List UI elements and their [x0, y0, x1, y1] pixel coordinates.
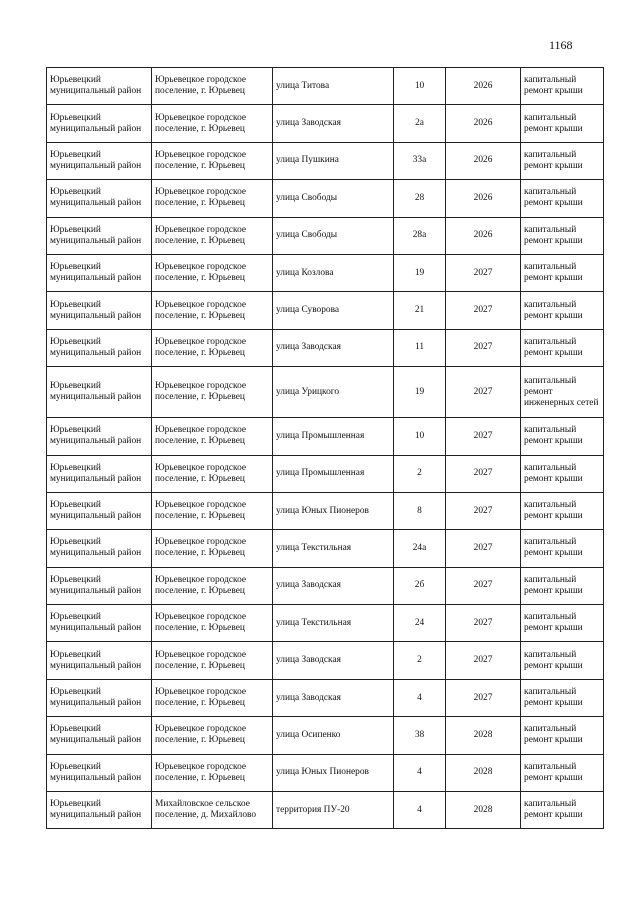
house-number-cell: 24а	[394, 530, 446, 567]
house-number-cell: 2а	[394, 105, 446, 142]
house-number-cell: 4	[394, 792, 446, 829]
work-type-cell: капитальный ремонт крыши	[521, 642, 604, 679]
district-cell: Юрьевецкий муниципальный район	[47, 605, 152, 642]
district-cell: Юрьевецкий муниципальный район	[47, 717, 152, 754]
district-cell: Юрьевецкий муниципальный район	[47, 254, 152, 291]
house-number-cell: 2б	[394, 567, 446, 604]
settlement-cell: Юрьевецкое городское поселение, г. Юрьевец	[152, 142, 273, 179]
house-number-cell: 10	[394, 68, 446, 105]
house-number-cell: 28а	[394, 217, 446, 254]
year-cell: 2027	[446, 254, 521, 291]
district-cell: Юрьевецкий муниципальный район	[47, 105, 152, 142]
settlement-cell: Михайловское сельское поселение, д. Михайлово	[152, 792, 273, 829]
table-row	[47, 679, 604, 716]
district-cell: Юрьевецкий муниципальный район	[47, 679, 152, 716]
work-type-cell: капитальный ремонт крыши	[521, 142, 604, 179]
district-cell: Юрьевецкий муниципальный район	[47, 292, 152, 329]
district-cell: Юрьевецкий муниципальный район	[47, 492, 152, 529]
settlement-cell: Юрьевецкое городское поселение, г. Юрьевец	[152, 292, 273, 329]
district-cell: Юрьевецкий муниципальный район	[47, 418, 152, 455]
table-row	[47, 329, 604, 366]
street-cell: улица Юных Пионеров	[273, 492, 394, 529]
house-number-cell: 38	[394, 717, 446, 754]
street-cell: улица Свободы	[273, 217, 394, 254]
table-row	[47, 530, 604, 567]
year-cell: 2027	[446, 605, 521, 642]
house-number-cell: 2	[394, 642, 446, 679]
street-cell: улица Юных Пионеров	[273, 754, 394, 791]
street-cell: улица Промышленная	[273, 418, 394, 455]
table-row	[47, 367, 604, 418]
settlement-cell: Юрьевецкое городское поселение, г. Юрьевец	[152, 180, 273, 217]
street-cell: улица Титова	[273, 68, 394, 105]
table-row	[47, 642, 604, 679]
work-type-cell: капитальный ремонт крыши	[521, 68, 604, 105]
table-row	[47, 717, 604, 754]
street-cell: улица Заводская	[273, 329, 394, 366]
year-cell: 2026	[446, 217, 521, 254]
district-cell: Юрьевецкий муниципальный район	[47, 530, 152, 567]
work-type-cell: капитальный ремонт крыши	[521, 217, 604, 254]
work-type-cell: капитальный ремонт крыши	[521, 605, 604, 642]
year-cell: 2026	[446, 142, 521, 179]
settlement-cell: Юрьевецкое городское поселение, г. Юрьевец	[152, 367, 273, 418]
year-cell: 2027	[446, 329, 521, 366]
settlement-cell: Юрьевецкое городское поселение, г. Юрьевец	[152, 455, 273, 492]
street-cell: улица Пушкина	[273, 142, 394, 179]
street-cell: улица Свободы	[273, 180, 394, 217]
settlement-cell: Юрьевецкое городское поселение, г. Юрьевец	[152, 754, 273, 791]
house-number-cell: 24	[394, 605, 446, 642]
street-cell: улица Текстильная	[273, 530, 394, 567]
street-cell: улица Текстильная	[273, 605, 394, 642]
house-number-cell: 11	[394, 329, 446, 366]
work-type-cell: капитальный ремонт крыши	[521, 418, 604, 455]
settlement-cell: Юрьевецкое городское поселение, г. Юрьевец	[152, 717, 273, 754]
work-type-cell: капитальный ремонт крыши	[521, 754, 604, 791]
street-cell: территория ПУ-20	[273, 792, 394, 829]
work-type-cell: капитальный ремонт крыши	[521, 254, 604, 291]
district-cell: Юрьевецкий муниципальный район	[47, 455, 152, 492]
work-type-cell: капитальный ремонт крыши	[521, 792, 604, 829]
year-cell: 2028	[446, 792, 521, 829]
year-cell: 2028	[446, 754, 521, 791]
district-cell: Юрьевецкий муниципальный район	[47, 68, 152, 105]
settlement-cell: Юрьевецкое городское поселение, г. Юрьевец	[152, 642, 273, 679]
settlement-cell: Юрьевецкое городское поселение, г. Юрьевец	[152, 105, 273, 142]
year-cell: 2026	[446, 180, 521, 217]
street-cell: улица Заводская	[273, 567, 394, 604]
district-cell: Юрьевецкий муниципальный район	[47, 367, 152, 418]
table-row	[47, 754, 604, 791]
table-row	[47, 142, 604, 179]
settlement-cell: Юрьевецкое городское поселение, г. Юрьевец	[152, 418, 273, 455]
work-type-cell: капитальный ремонт крыши	[521, 329, 604, 366]
district-cell: Юрьевецкий муниципальный район	[47, 217, 152, 254]
year-cell: 2027	[446, 567, 521, 604]
work-type-cell: капитальный ремонт инженерных сетей	[521, 367, 604, 418]
house-number-cell: 2	[394, 455, 446, 492]
house-number-cell: 33а	[394, 142, 446, 179]
year-cell: 2027	[446, 418, 521, 455]
year-cell: 2028	[446, 717, 521, 754]
street-cell: улица Суворова	[273, 292, 394, 329]
table-row	[47, 292, 604, 329]
district-cell: Юрьевецкий муниципальный район	[47, 642, 152, 679]
table-row	[47, 254, 604, 291]
settlement-cell: Юрьевецкое городское поселение, г. Юрьевец	[152, 679, 273, 716]
street-cell: улица Козлова	[273, 254, 394, 291]
work-type-cell: капитальный ремонт крыши	[521, 180, 604, 217]
page-number: 1168	[549, 38, 573, 52]
settlement-cell: Юрьевецкое городское поселение, г. Юрьевец	[152, 68, 273, 105]
street-cell: улица Заводская	[273, 105, 394, 142]
table-row	[47, 492, 604, 529]
street-cell: улица Заводская	[273, 679, 394, 716]
settlement-cell: Юрьевецкое городское поселение, г. Юрьевец	[152, 254, 273, 291]
house-number-cell: 4	[394, 679, 446, 716]
street-cell: улица Промышленная	[273, 455, 394, 492]
house-number-cell: 19	[394, 254, 446, 291]
district-cell: Юрьевецкий муниципальный район	[47, 567, 152, 604]
street-cell: улица Заводская	[273, 642, 394, 679]
settlement-cell: Юрьевецкое городское поселение, г. Юрьевец	[152, 567, 273, 604]
year-cell: 2027	[446, 367, 521, 418]
work-type-cell: капитальный ремонт крыши	[521, 455, 604, 492]
house-number-cell: 28	[394, 180, 446, 217]
work-type-cell: капитальный ремонт крыши	[521, 292, 604, 329]
street-cell: улица Осипенко	[273, 717, 394, 754]
street-cell: улица Урицкого	[273, 367, 394, 418]
district-cell: Юрьевецкий муниципальный район	[47, 329, 152, 366]
year-cell: 2026	[446, 68, 521, 105]
work-type-cell: капитальный ремонт крыши	[521, 530, 604, 567]
table-row	[47, 455, 604, 492]
work-type-cell: капитальный ремонт крыши	[521, 492, 604, 529]
table-row	[47, 792, 604, 829]
table-body	[47, 68, 604, 829]
settlement-cell: Юрьевецкое городское поселение, г. Юрьевец	[152, 492, 273, 529]
house-number-cell: 10	[394, 418, 446, 455]
house-number-cell: 4	[394, 754, 446, 791]
year-cell: 2027	[446, 492, 521, 529]
house-number-cell: 21	[394, 292, 446, 329]
settlement-cell: Юрьевецкое городское поселение, г. Юрьевец	[152, 530, 273, 567]
year-cell: 2027	[446, 455, 521, 492]
work-type-cell: капитальный ремонт крыши	[521, 679, 604, 716]
settlement-cell: Юрьевецкое городское поселение, г. Юрьевец	[152, 605, 273, 642]
work-type-cell: капитальный ремонт крыши	[521, 567, 604, 604]
district-cell: Юрьевецкий муниципальный район	[47, 180, 152, 217]
repair-schedule-table	[46, 67, 604, 829]
table-row	[47, 68, 604, 105]
district-cell: Юрьевецкий муниципальный район	[47, 142, 152, 179]
work-type-cell: капитальный ремонт крыши	[521, 717, 604, 754]
settlement-cell: Юрьевецкое городское поселение, г. Юрьевец	[152, 217, 273, 254]
district-cell: Юрьевецкий муниципальный район	[47, 792, 152, 829]
settlement-cell: Юрьевецкое городское поселение, г. Юрьевец	[152, 329, 273, 366]
year-cell: 2027	[446, 642, 521, 679]
house-number-cell: 19	[394, 367, 446, 418]
table-row	[47, 418, 604, 455]
table-row	[47, 180, 604, 217]
table-row	[47, 217, 604, 254]
year-cell: 2027	[446, 530, 521, 567]
year-cell: 2026	[446, 105, 521, 142]
table-row	[47, 105, 604, 142]
district-cell: Юрьевецкий муниципальный район	[47, 754, 152, 791]
year-cell: 2027	[446, 679, 521, 716]
table-row	[47, 567, 604, 604]
house-number-cell: 8	[394, 492, 446, 529]
table-row	[47, 605, 604, 642]
year-cell: 2027	[446, 292, 521, 329]
work-type-cell: капитальный ремонт крыши	[521, 105, 604, 142]
